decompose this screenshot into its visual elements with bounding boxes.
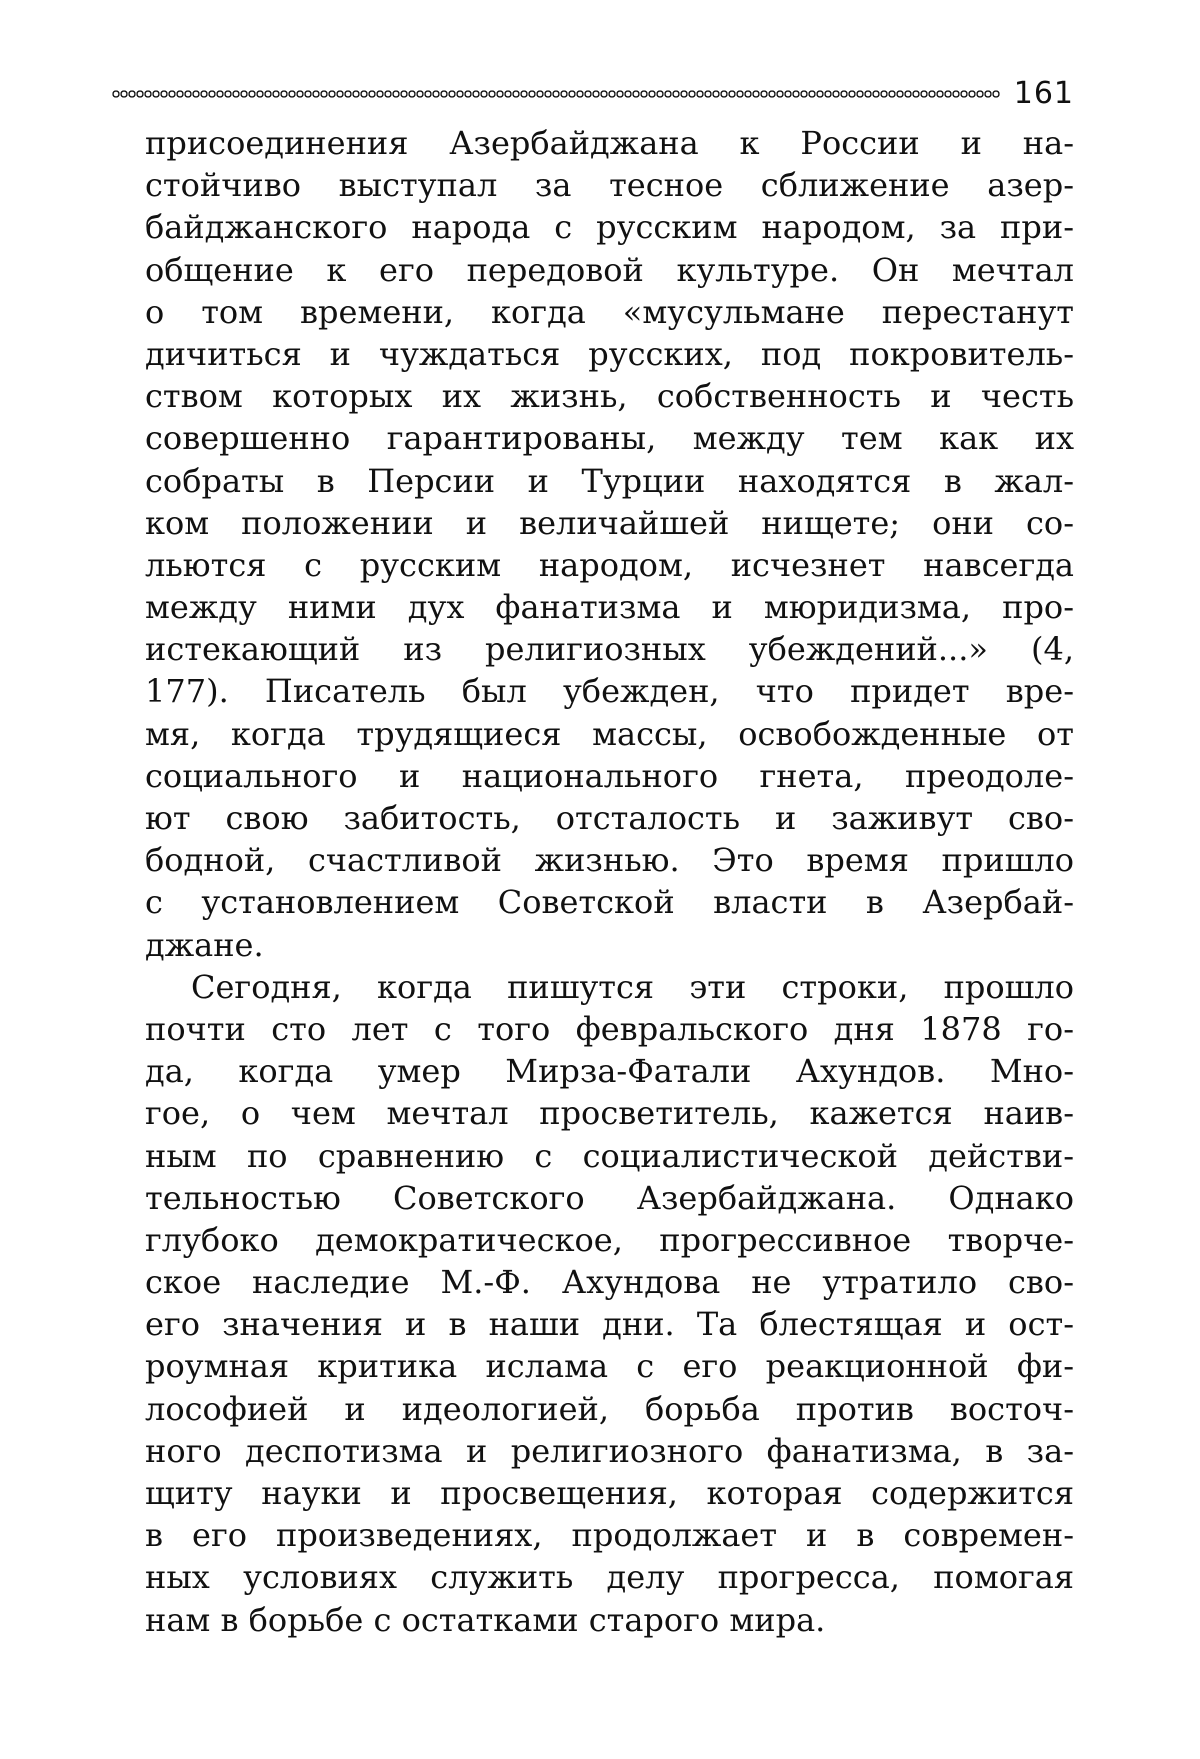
text-line: джане. [145,925,264,964]
text-line: его значения и в наши дни. Та блестящая и ост- [145,1305,1074,1344]
text-line: дичиться и чуждаться русских, под покровитель- [145,334,1074,373]
text-line: о том времени, когда «мусульмане перестанут [145,292,1074,331]
paragraph-1 [145,122,1074,966]
text-line: мя, когда трудящиеся массы, освобожденные от [145,714,1074,753]
text-line: Сегодня, когда пишутся эти строки, прошло [191,967,1074,1006]
text-line: ным по сравнению с социалистической действи- [145,1136,1074,1175]
text-line: социального и национального гнета, преодоле- [145,756,1074,795]
text-line: бодной, счастливой жизнью. Это время пришло [145,841,1074,880]
text-line: щиту науки и просвещения, которая содержится [145,1474,1074,1512]
text-line: гое, о чем мечтал просветитель, кажется наив- [145,1094,1074,1133]
text-line: между ними дух фанатизма и мюридизма, про- [145,588,1074,627]
text-line: присоединения Азербайджана к России и на- [145,124,1074,162]
text-line: истекающий из религиозных убеждений...» (4, [145,630,1074,669]
text-line: лософией и идеологией, борьба против восточ- [145,1389,1074,1428]
text-line: 177). Писатель был убежден, что придет вре- [145,672,1074,711]
text-line: ного деспотизма и религиозного фанатизма, в за- [145,1431,1074,1470]
text-line: собраты в Персии и Турции находятся в жал- [145,461,1074,500]
running-head [112,72,1074,116]
page-number: 161 [1013,76,1074,111]
text-line: ством которых их жизнь, собственность и честь [145,377,1074,416]
text-line: стойчиво выступал за тесное сближение азер- [145,166,1074,205]
text-line: роумная критика ислама с его реакционной фи- [145,1347,1074,1386]
text-line: в его произведениях, продолжает и в современ- [145,1516,1074,1555]
text-line: нам в борьбе с остатками старого мира. [145,1600,826,1639]
text-line: ных условиях служить делу прогресса, помогая [145,1558,1074,1597]
text-line: льются с русским народом, исчезнет навсегда [145,545,1074,584]
text-line: ком положении и величайшей нищете; они со- [145,503,1074,542]
text-line: общение к его передовой культуре. Он мечтал [145,250,1074,289]
text-line: почти сто лет с того февральского дня 1878 го- [145,1009,1074,1048]
text-line: ское наследие М.-Ф. Ахундова не утратило сво- [145,1263,1074,1302]
text-line: совершенно гарантированы, между тем как их [145,419,1074,458]
text-line: ют свою забитость, отсталость и заживут сво- [145,799,1074,837]
ornamental-rule [112,89,1000,99]
text-line: байджанского народа с русским народом, за при- [145,208,1074,247]
text-line: с установлением Советской власти в Азербай- [145,883,1074,922]
text-line: глубоко демократическое, прогрессивное творче- [145,1220,1074,1259]
text-line: да, когда умер Мирза-Фатали Ахундов. Мно- [145,1052,1074,1091]
text-line: тельностью Советского Азербайджана. Однако [145,1178,1074,1217]
paragraph-2 [145,966,1074,1641]
body-text [145,122,1074,1641]
